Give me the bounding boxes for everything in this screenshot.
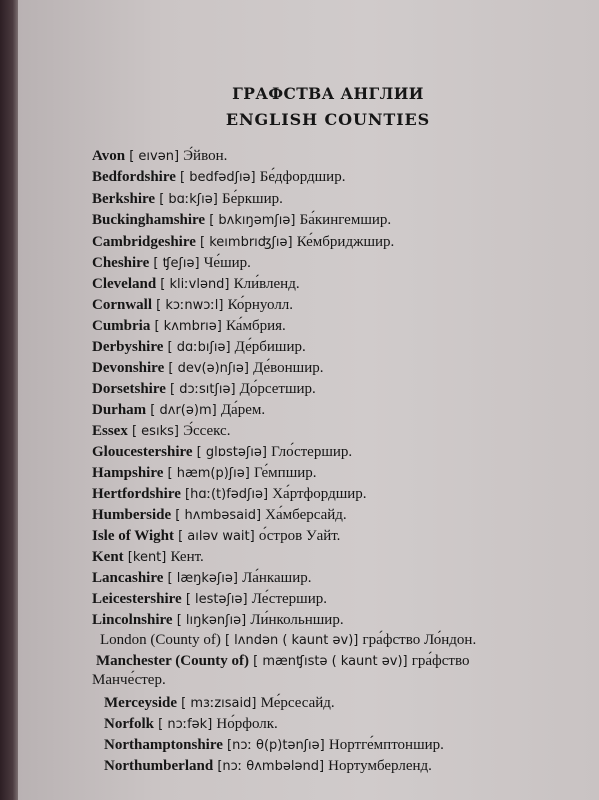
entry-devonshire <box>92 358 324 379</box>
entry-word: Cleveland <box>92 276 157 292</box>
entry-russian: Ме́рсесайд. <box>260 695 335 711</box>
entry-cumbria <box>92 316 286 337</box>
entry-ipa: [ bedfədʃıə] <box>175 170 260 185</box>
entry-manchester-continued <box>92 670 166 690</box>
entry-word: Cheshire <box>92 255 150 271</box>
entry-russian: Кли́вленд. <box>233 276 300 292</box>
entry-word: Hampshire <box>92 465 164 481</box>
entry-ipa: [ mænʧıstə ( kaunt əv)] <box>249 654 412 669</box>
entry-ipa: [ dɔːsıtʃıə] <box>165 382 240 397</box>
entry-word: London (County of) <box>100 632 221 648</box>
entry-ipa: [ keımbrıʤʃıə] <box>195 235 297 250</box>
entry-russian: Э́йвон. <box>183 148 228 164</box>
entry-word: Berkshire <box>92 191 156 207</box>
entry-buckinghamshire <box>92 210 391 231</box>
entry-word: Durham <box>92 402 147 418</box>
entry-ipa: [ aılәv wait] <box>173 529 259 544</box>
entry-ipa: [ lıŋkənʃıə] <box>172 613 251 628</box>
entry-word: Buckinghamshire <box>92 212 206 228</box>
entry-london <box>100 630 476 651</box>
entry-ipa: [hɑː(t)fədʃıə] <box>180 487 273 502</box>
entry-russian: гра́фство Ло́ндон. <box>362 632 477 648</box>
entry-ipa: [ dɑːbıʃıə] <box>163 340 235 355</box>
entry-russian: Ла́нкашир. <box>242 570 312 586</box>
entry-ipa: [ lʌndən ( kaunt əv)] <box>220 633 363 648</box>
entry-word: Gloucestershire <box>92 444 193 460</box>
title-english: ENGLISH COUNTIES <box>225 110 431 129</box>
entry-word: Humberside <box>92 507 172 523</box>
entry-russian: о́стров Уайт. <box>258 528 341 544</box>
book-spine <box>0 0 18 800</box>
entry-ipa: [ esıks] <box>127 424 184 439</box>
entry-dorsetshire <box>92 379 316 400</box>
entry-word: Northumberland <box>104 758 214 774</box>
entry-russian: Ка́мбрия. <box>225 318 286 334</box>
entry-ipa: [ kɔːnwɔːl] <box>152 298 228 313</box>
entry-russian: Де́воншир. <box>253 360 324 376</box>
entry-cornwall <box>92 295 293 316</box>
entry-ipa: [ kʌmbrıə] <box>150 319 226 334</box>
entry-ipa: [ dʌr(ə)m] <box>146 403 221 418</box>
entry-russian: Бе́ркшир. <box>222 191 283 207</box>
entry-durham <box>92 400 265 421</box>
entry-russian: Ха́мберсайд. <box>265 507 347 523</box>
entry-isle-of-wight <box>92 526 340 547</box>
entry-russian: Ке́мбриджшир. <box>296 234 395 250</box>
entry-word: Bedfordshire <box>92 169 176 185</box>
entry-russian: Нортге́мптоншир. <box>328 737 444 753</box>
entry-russian: До́рсетшир. <box>239 381 316 397</box>
entry-word: Merceyside <box>104 695 178 711</box>
entry-russian-continuation: Манче́стер. <box>92 672 166 688</box>
entry-russian: Кент. <box>170 549 204 565</box>
entry-ipa: [ glɒstəʃıə] <box>192 445 272 460</box>
entry-ipa: [nɔː θ(p)tənʃıə] <box>222 738 329 753</box>
entry-russian: Ле́стершир. <box>251 591 327 607</box>
entry-russian: Ли́нкольншир. <box>250 612 344 628</box>
entry-russian: Бе́дфордшир. <box>259 169 346 185</box>
entry-russian: Ха́ртфордшир. <box>272 486 367 502</box>
entry-lincolnshire <box>92 610 344 631</box>
entry-word: Dorsetshire <box>92 381 166 397</box>
entry-berkshire <box>92 189 283 210</box>
entry-essex <box>92 421 230 442</box>
entry-cheshire <box>92 253 251 274</box>
entry-word: Leicestershire <box>92 591 182 607</box>
entry-russian: гра́фство <box>411 653 470 669</box>
title-russian: ГРАФСТВА АНГЛИИ <box>232 84 424 103</box>
entry-ipa: [ hæm(p)ʃıə] <box>163 466 254 481</box>
entry-russian: Э́ссекс. <box>183 423 231 439</box>
entry-russian: Ба́кингемшир. <box>299 212 392 228</box>
entry-ipa: [nɔː θʌmbələnd] <box>213 759 329 774</box>
entry-cleveland <box>92 274 300 295</box>
entry-ipa: [ hʌmbəsaid] <box>171 508 266 523</box>
entry-ipa: [ bʌkıŋəmʃıə] <box>205 213 300 228</box>
entry-word: Norfolk <box>104 716 154 732</box>
entry-ipa: [ lestəʃıə] <box>181 592 252 607</box>
entry-norfolk <box>104 714 278 735</box>
entry-word: Manchester (County of) <box>96 653 250 669</box>
entry-word: Lancashire <box>92 570 164 586</box>
entry-ipa: [ mɜːzısaid] <box>177 696 261 711</box>
entry-bedfordshire <box>92 167 345 188</box>
entry-humberside <box>92 505 347 526</box>
entry-russian: Че́шир. <box>203 255 251 271</box>
entry-russian: Ко́рнуолл. <box>227 297 294 313</box>
entry-word: Cornwall <box>92 297 152 313</box>
entry-leicestershire <box>92 589 327 610</box>
entry-russian: Но́рфолк. <box>216 716 278 732</box>
entry-ipa: [ ʧeʃıə] <box>149 256 204 271</box>
entry-hampshire <box>92 463 317 484</box>
entry-ipa: [ eıvən] <box>125 149 184 164</box>
entry-ipa: [ kliːvlənd] <box>156 277 234 292</box>
entry-word: Cumbria <box>92 318 151 334</box>
entry-kent <box>92 547 204 568</box>
entry-word: Isle of Wight <box>92 528 174 544</box>
entry-lancashire <box>92 568 311 589</box>
entry-word: Devonshire <box>92 360 165 376</box>
entry-cambridgeshire <box>92 232 394 253</box>
entry-word: Avon <box>92 148 126 164</box>
entry-avon <box>92 146 227 167</box>
entry-ipa: [ bɑːkʃıə] <box>155 192 222 207</box>
entry-northamptonshire <box>104 735 444 756</box>
entry-word: Cambridgeshire <box>92 234 196 250</box>
entry-ipa: [ læŋkəʃıə] <box>163 571 243 586</box>
entry-russian: Де́рбишир. <box>234 339 306 355</box>
entry-word: Northamptonshire <box>104 737 223 753</box>
entry-ipa: [ nɔːfək] <box>154 717 217 732</box>
entry-word: Hertfordshire <box>92 486 181 502</box>
entry-russian: Да́рем. <box>220 402 266 418</box>
entry-russian: Нортумберленд. <box>328 758 432 774</box>
entry-ipa: [ dev(ə)nʃıə] <box>164 361 254 376</box>
entry-word: Derbyshire <box>92 339 164 355</box>
entry-word: Essex <box>92 423 128 439</box>
entry-merceyside <box>104 693 335 714</box>
entry-hertfordshire <box>92 484 367 505</box>
entry-russian: Гло́стершир. <box>271 444 353 460</box>
entry-russian: Ге́мпшир. <box>254 465 317 481</box>
entry-ipa: [kent] <box>123 550 171 565</box>
entry-word: Lincolnshire <box>92 612 173 628</box>
entry-manchester <box>96 651 469 672</box>
entry-northumberland <box>104 756 432 777</box>
entry-word: Kent <box>92 549 124 565</box>
entry-derbyshire <box>92 337 306 358</box>
entry-gloucestershire <box>92 442 352 463</box>
